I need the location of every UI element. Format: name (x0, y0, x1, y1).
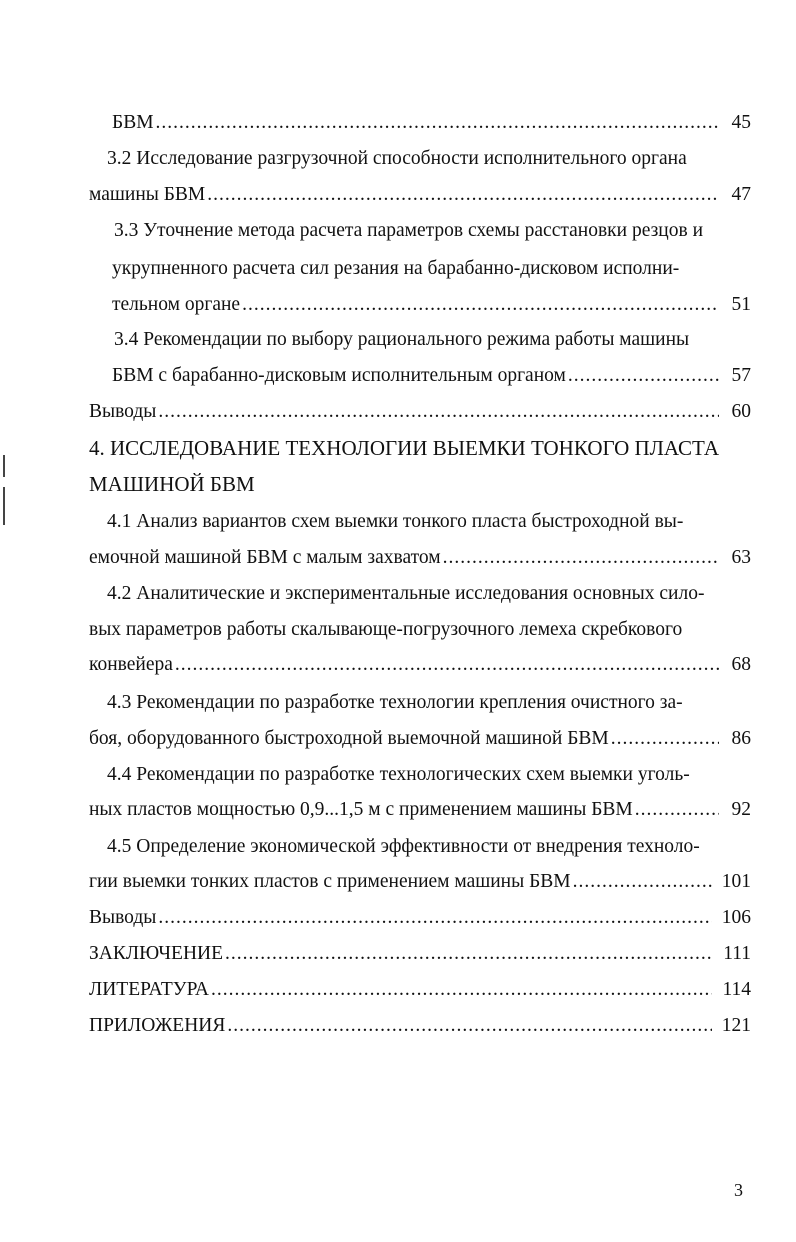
toc-entry-title: машины БВМ (89, 184, 206, 205)
toc-entry-title: ных пластов мощностью 0,9...1,5 м с применением машины БВМ (89, 799, 633, 820)
toc-leader-dots (635, 795, 719, 825)
toc-entry-title: ЗАКЛЮЧЕНИЕ (89, 943, 224, 964)
toc-entry-title: БВМ с барабанно-дисковым исполнительным органом (112, 365, 566, 386)
toc-page-number: 92 (731, 799, 751, 820)
toc-leader-dots (568, 361, 719, 391)
toc-entry-line: 4.3 Рекомендации по разработке технологии крепления очистного за- (107, 692, 683, 713)
toc-entry (89, 939, 751, 969)
toc-leader-dots (158, 903, 711, 933)
toc-leader-dots (227, 1011, 711, 1041)
toc-leader-dots (225, 939, 713, 969)
toc-page-number: 51 (731, 294, 751, 315)
toc-entry-line: укрупненного расчета сил резания на барабанно-дисковом исполни- (112, 258, 680, 279)
toc-entry (89, 867, 751, 897)
toc-leader-dots (207, 180, 719, 210)
toc-entry-line: 4.2 Аналитические и экспериментальные исследования основных сило- (107, 583, 705, 604)
toc-leader-dots (611, 724, 719, 754)
toc-page-number: 57 (731, 365, 751, 386)
toc-entry (112, 290, 751, 320)
page-number: 3 (734, 1180, 743, 1200)
toc-entry-line: 3.2 Исследование разгрузочной способности исполнительного органа (107, 148, 687, 169)
toc-page-number: 101 (721, 871, 751, 892)
toc-page-number: 114 (722, 979, 751, 1000)
toc-entry (112, 361, 751, 391)
toc-entry-title: Выводы (89, 401, 157, 422)
toc-entry (89, 180, 751, 210)
toc-entry-title: конвейера (89, 654, 173, 675)
toc-page-number: 47 (731, 184, 751, 205)
toc-entry-line: 4.4 Рекомендации по разработке технологических схем выемки уголь- (107, 764, 690, 785)
toc-leader-dots (175, 650, 719, 680)
toc-entry (89, 903, 751, 933)
toc-page-number: 86 (731, 728, 751, 749)
toc-page-number: 106 (721, 907, 751, 928)
toc-entry-title: ЛИТЕРАТУРА (89, 979, 209, 1000)
toc-entry-line: 3.4 Рекомендации по выбору рационального режима работы машины (114, 329, 690, 350)
toc-leader-dots (158, 397, 719, 427)
toc-leader-dots (242, 290, 719, 320)
toc-entry-line: 4.1 Анализ вариантов схем выемки тонкого пласта быстроходной вы- (107, 511, 684, 532)
toc-entry (89, 397, 751, 427)
toc-leader-dots (443, 543, 719, 573)
toc-leader-dots (573, 867, 712, 897)
toc-entry-title: боя, оборудованного быстроходной выемочной машиной БВМ (89, 728, 609, 749)
toc-page-number: 68 (731, 654, 751, 675)
toc-page-number: 121 (721, 1015, 751, 1036)
toc-page-number: 111 (723, 943, 751, 964)
toc-page-number: 60 (731, 401, 751, 422)
toc-entry (89, 543, 751, 573)
toc-page-number: 63 (731, 547, 751, 568)
toc-entry (89, 724, 751, 754)
toc-entry-line: 4.5 Определение экономической эффективности от внедрения техноло- (107, 836, 700, 857)
toc-entry-line: вых параметров работы скалывающе-погрузочного лемеха скребкового (89, 619, 683, 640)
scan-edge-mark (3, 455, 5, 477)
toc-entry (89, 975, 751, 1005)
toc-leader-dots (211, 975, 712, 1005)
toc-page-number: 45 (731, 112, 751, 133)
toc-entry-title: тельном органе (112, 294, 241, 315)
toc-leader-dots (156, 108, 719, 138)
chapter-heading: МАШИНОЙ БВМ (89, 472, 255, 496)
toc-entry-title: Выводы (89, 907, 157, 928)
toc-entry (89, 795, 751, 825)
toc-entry (89, 650, 751, 680)
toc-entry-title: БВМ (112, 112, 154, 133)
scan-edge-mark (3, 487, 5, 525)
toc-entry (89, 1011, 751, 1041)
toc-entry (112, 108, 751, 138)
toc-entry-title: ПРИЛОЖЕНИЯ (89, 1015, 226, 1036)
toc-entry-line: 3.3 Уточнение метода расчета параметров схемы расстановки резцов и (114, 220, 704, 241)
chapter-heading: 4. ИССЛЕДОВАНИЕ ТЕХНОЛОГИИ ВЫЕМКИ ТОНКОГО ПЛАСТА (89, 436, 719, 460)
toc-entry-title: гии выемки тонких пластов с применением машины БВМ (89, 871, 571, 892)
toc-entry-title: емочной машиной БВМ с малым захватом (89, 547, 441, 568)
